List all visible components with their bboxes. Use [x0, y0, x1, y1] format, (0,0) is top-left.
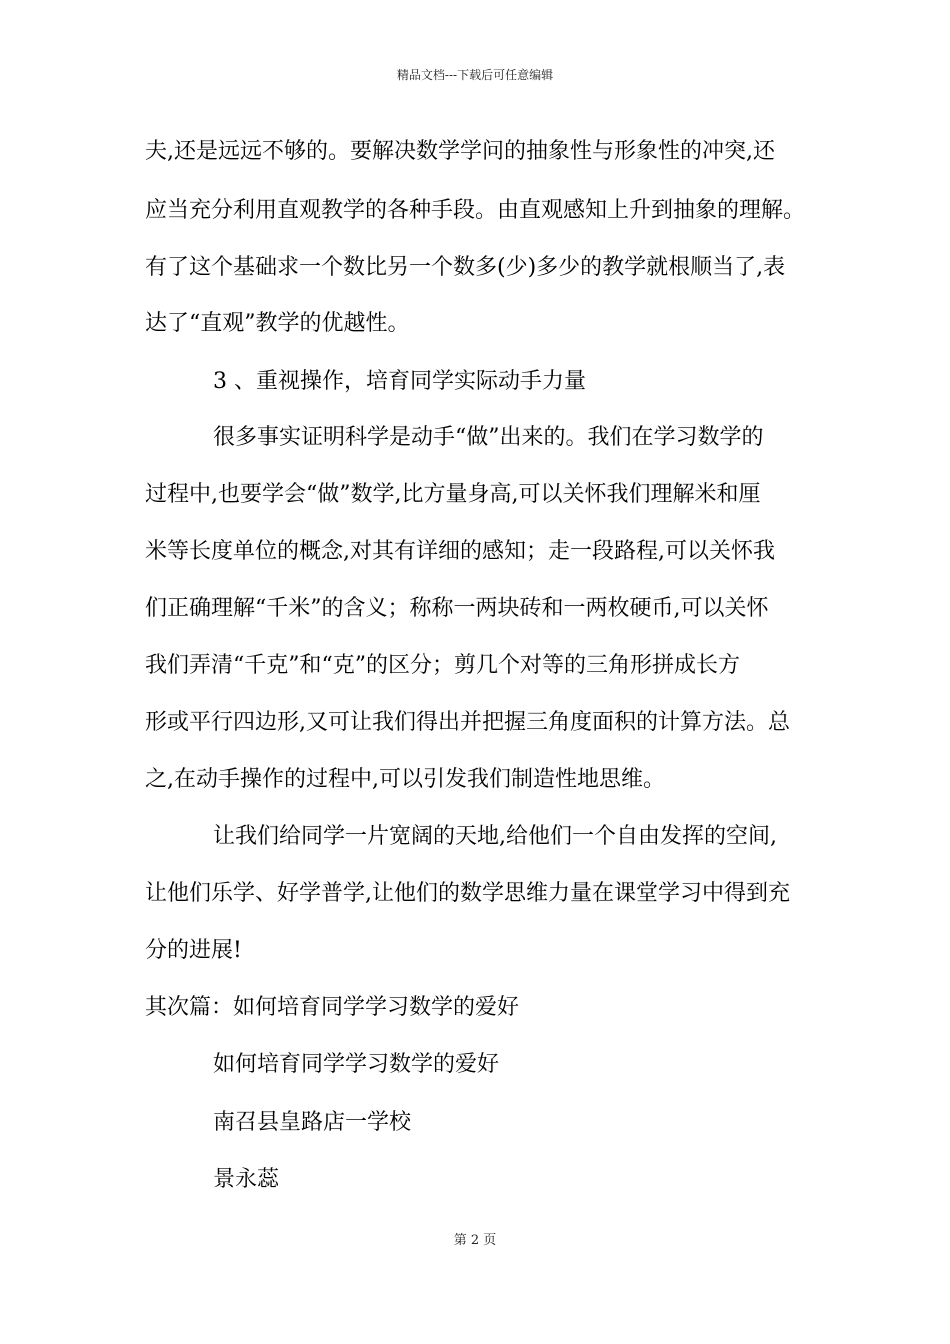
page-header: 精品文档---下载后可任意编辑 [396, 68, 554, 82]
body-line: 分的进展! [145, 938, 242, 963]
body-line: 有了这个基础求一个数比另一个数多(少)多少的教学就根顺当了,表 [145, 255, 786, 280]
body-line: 之,在动手操作的过程中,可以引发我们制造性地思维。 [145, 767, 665, 792]
body-line: 应当充分利用直观教学的各种手段。由直观感知上升到抽象的理解。 [145, 198, 806, 223]
body-line: 过程中,也要学会“做”数学,比方量身高,可以关怀我们理解米和厘 [145, 482, 761, 507]
author-school: 南召县皇路店一学校 [213, 1110, 412, 1135]
body-line: 很多事实证明科学是动手“做”出来的。我们在学习数学的 [213, 425, 764, 450]
body-line: 米等长度单位的概念,对其有详细的感知；走一段路程,可以关怀我 [145, 539, 775, 564]
body-line: 们正确理解“千米”的含义；称称一两块砖和一两枚硬币,可以关怀 [145, 596, 769, 621]
page-number: 第 2 页 [453, 1233, 497, 1248]
body-line: 让我们给同学一片宽阔的天地,给他们一个自由发挥的空间, [213, 824, 777, 849]
body-line: 我们弄清“千克”和“克”的区分；剪几个对等的三角形拼成长方 [145, 653, 740, 678]
article-title: 如何培育同学学习数学的爱好 [213, 1052, 500, 1077]
section-heading: 3 、重视操作，培育同学实际动手力量 [213, 369, 586, 394]
body-line: 让他们乐学、好学普学,让他们的数学思维力量在课堂学习中得到充 [145, 881, 790, 906]
body-line: 夫,还是远远不够的。要解决数学学问的抽象性与形象性的冲突,还 [145, 139, 775, 164]
body-line: 形或平行四边形,又可让我们得出并把握三角度面积的计算方法。总 [145, 710, 790, 735]
article-heading: 其次篇：如何培育同学学习数学的爱好 [145, 995, 520, 1020]
author-name: 景永蕊 [213, 1167, 280, 1192]
body-line: 达了“直观”教学的优越性。 [145, 311, 410, 336]
